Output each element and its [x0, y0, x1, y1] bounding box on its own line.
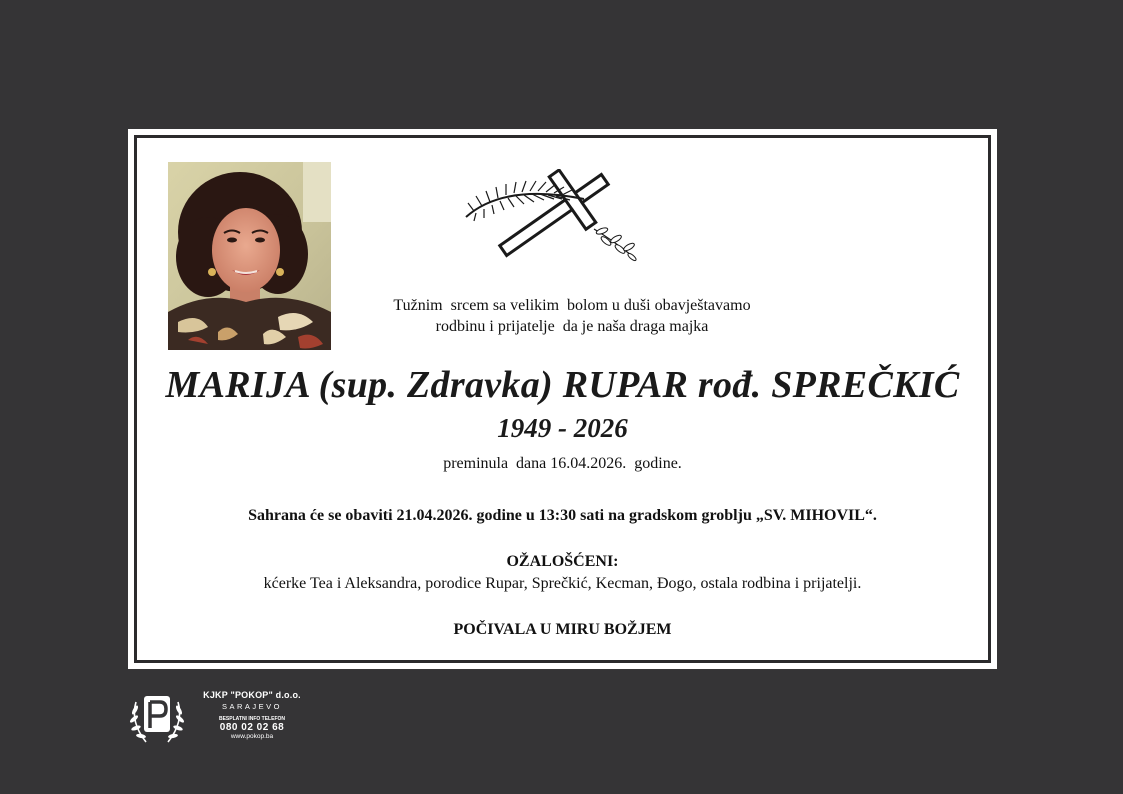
portrait-photo — [168, 162, 331, 350]
company-name: KJKP "POKOP" d.o.o. — [203, 690, 301, 700]
intro-text — [328, 295, 816, 337]
obituary-card — [128, 129, 997, 669]
company-city: SARAJEVO — [221, 702, 282, 711]
date-of-death: preminula dana 16.04.2026. godine. — [443, 455, 682, 472]
company-logo — [128, 688, 328, 748]
cross-with-palm-branch-icon — [464, 169, 644, 265]
closing-line: POČIVALA U MIRU BOŽJEM — [453, 621, 672, 638]
mourners-heading: OŽALOŠĆENI: — [506, 553, 619, 570]
info-phone-number: 080 02 02 68 — [219, 722, 285, 733]
mourners-list: kćerke Tea i Aleksandra, porodice Rupar, Sprečkić, Kecman, Đogo, ostala rodbina i prijatelji. — [263, 575, 862, 592]
intro-line-1: Tužnim srcem sa velikim bolom u duši obavještavamo — [393, 297, 751, 314]
funeral-details: Sahrana će se obaviti 21.04.2026. godine u 13:30 sati na gradskom groblju „SV. MIHOVIL“. — [248, 507, 877, 524]
intro-line-2: rodbinu i prijatelje da je naša draga majka — [435, 318, 709, 335]
deceased-name: MARIJA (sup. Zdravka) RUPAR rođ. SPREČKIĆ — [165, 364, 960, 406]
company-info — [192, 690, 312, 740]
company-website: www.pokop.ba — [230, 733, 274, 740]
life-years: 1949 - 2026 — [497, 413, 628, 443]
info-phone-label: BESPLATNI INFO TELEFON — [218, 716, 286, 722]
pokop-logo-icon — [128, 692, 186, 746]
